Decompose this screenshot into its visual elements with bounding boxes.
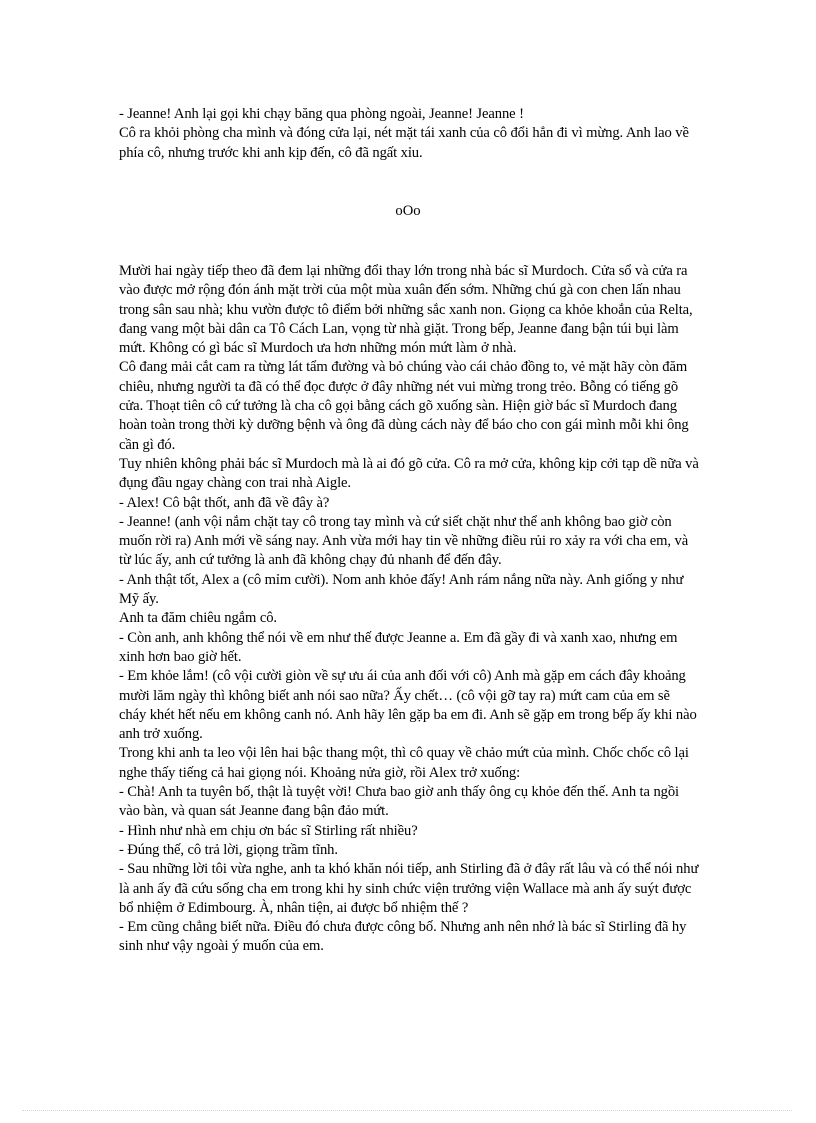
paragraph: - Em cũng chẳng biết nữa. Điều đó chưa được công bố. Nhưng anh nên nhớ là bác sĩ Stirling đã hy sinh như vậy ngoài ý muốn của em. [119,919,687,955]
paragraph: - Alex! Cô bật thốt, anh đã về đây à? [119,494,330,511]
paragraph: - Chà! Anh ta tuyên bố, thật là tuyệt vời! Chưa bao giờ anh thấy ông cụ khỏe đến thế. Anh ta ngồi vào bàn, và quan sát Jeanne đang bận đảo mứt. [119,784,679,820]
paragraph: Trong khi anh ta leo vội lên hai bậc thang một, thì cô quay về chảo mứt của mình. Chốc chốc cô lại nghe thấy tiếng cả hai giọng nói. Khoảng nửa giờ, rồi Alex trở xuống: [119,745,689,781]
paragraph: - Em khỏe lắm! (cô vội cười giòn về sự ưu ái của anh đối với cô) Anh mà gặp em cách đây khoảng mười lăm ngày thì không biết anh nói sao nữa? Ấy chết… (cô vội gỡ tay ra) mứt cam của em sẽ cháy khét hết nếu em không canh nó. Anh hãy lên gặp ba em đi. Anh sẽ gặp em trong bếp ấy khi nào anh trở xuống. [119,668,697,743]
paragraph: Cô ra khỏi phòng cha mình và đóng cửa lại, nét mặt tái xanh của cô đổi hẳn đi vì mừng. Anh lao về phía cô, nhưng trước khi anh kịp đến, cô đã ngất xỉu. [119,125,689,161]
paragraph: Anh ta đăm chiêu ngắm cô. [119,610,277,627]
page-bottom-border [22,1110,792,1111]
paragraph: Tuy nhiên không phải bác sĩ Murdoch mà là ai đó gõ cửa. Cô ra mở cửa, không kịp cởi tạp dề nữa và đụng đầu ngay chàng con trai nhà Aigle. [119,455,699,492]
paragraph: - Anh thật tốt, Alex a (cô mỉm cười). Nom anh khỏe đấy! Anh rám nắng nữa này. Anh giống y như Mỹ ấy. [119,571,684,608]
section-separator: oOo [395,203,421,219]
paragraph: - Đúng thế, cô trả lời, giọng trầm tĩnh. [119,841,338,858]
paragraph: Mười hai ngày tiếp theo đã đem lại những đổi thay lớn trong nhà bác sĩ Murdoch. Cửa sổ và cửa ra vào được mở rộng đón ánh mặt trời của một mùa xuân đến sớm. Những chú gà con chen lấn nhau trong sân sau nhà; khu vườn được tô điểm bởi những sắc xanh non. Giọng ca khỏe khoắn của Relta, đang vang một bài dân ca Tô Cách Lan, vọng từ nhà giặt. Trong bếp, Jeanne đang bận túi bụi làm mứt. Không có gì bác sĩ Murdoch ưa hơn những món mứt làm ở nhà. [119,263,693,357]
paragraph: Cô đang mải cắt cam ra từng lát tẩm đường và bỏ chúng vào cái chảo đồng to, vẻ mặt hãy còn đăm chiêu, nhưng người ta đã có thể đọc được ở đây những nét vui mừng trong trẻo. Bỗng có tiếng gõ cửa. Thoạt tiên cô cứ tưởng là cha cô gọi bằng cách gõ xuống sàn. Hiện giờ bác sĩ Murdoch đang hoàn toàn trong thời kỳ dưỡng bệnh và ông đã dùng cách này để báo cho con gái mình mỗi khi ông cần gì đó. [119,359,689,453]
paragraph: - Jeanne! Anh lại gọi khi chạy băng qua phòng ngoài, Jeanne! Jeanne ! [119,106,524,122]
paragraph: - Hình như nhà em chịu ơn bác sĩ Stirling rất nhiều? [119,822,418,839]
opening-paragraphs [119,105,699,163]
main-paragraphs [119,262,699,957]
paragraph: - Sau những lời tôi vừa nghe, anh ta khó khăn nói tiếp, anh Stirling đã ở đây rất lâu và có thể nói như là anh ấy đã cứu sống cha em trong khi hy sinh chức viện trưởng viện Wallace mà anh ấy suýt được bổ nhiệm ở Edimbourg. À, nhân tiện, ai được bổ nhiệm thế ? [119,861,699,916]
paragraph: - Jeanne! (anh vội nắm chặt tay cô trong tay mình và cứ siết chặt như thể anh không bao giờ còn muốn rời ra) Anh mới về sáng nay. Anh vừa mới hay tin về những điều rủi ro xảy ra với cha em, và từ lúc ấy, anh cứ tưởng là anh đã không chạy đủ nhanh để đến đây. [119,513,689,569]
paragraph: - Còn anh, anh không thể nói về em như thế được Jeanne a. Em đã gầy đi và xanh xao, nhưng em xinh hơn bao giờ hết. [119,629,678,665]
